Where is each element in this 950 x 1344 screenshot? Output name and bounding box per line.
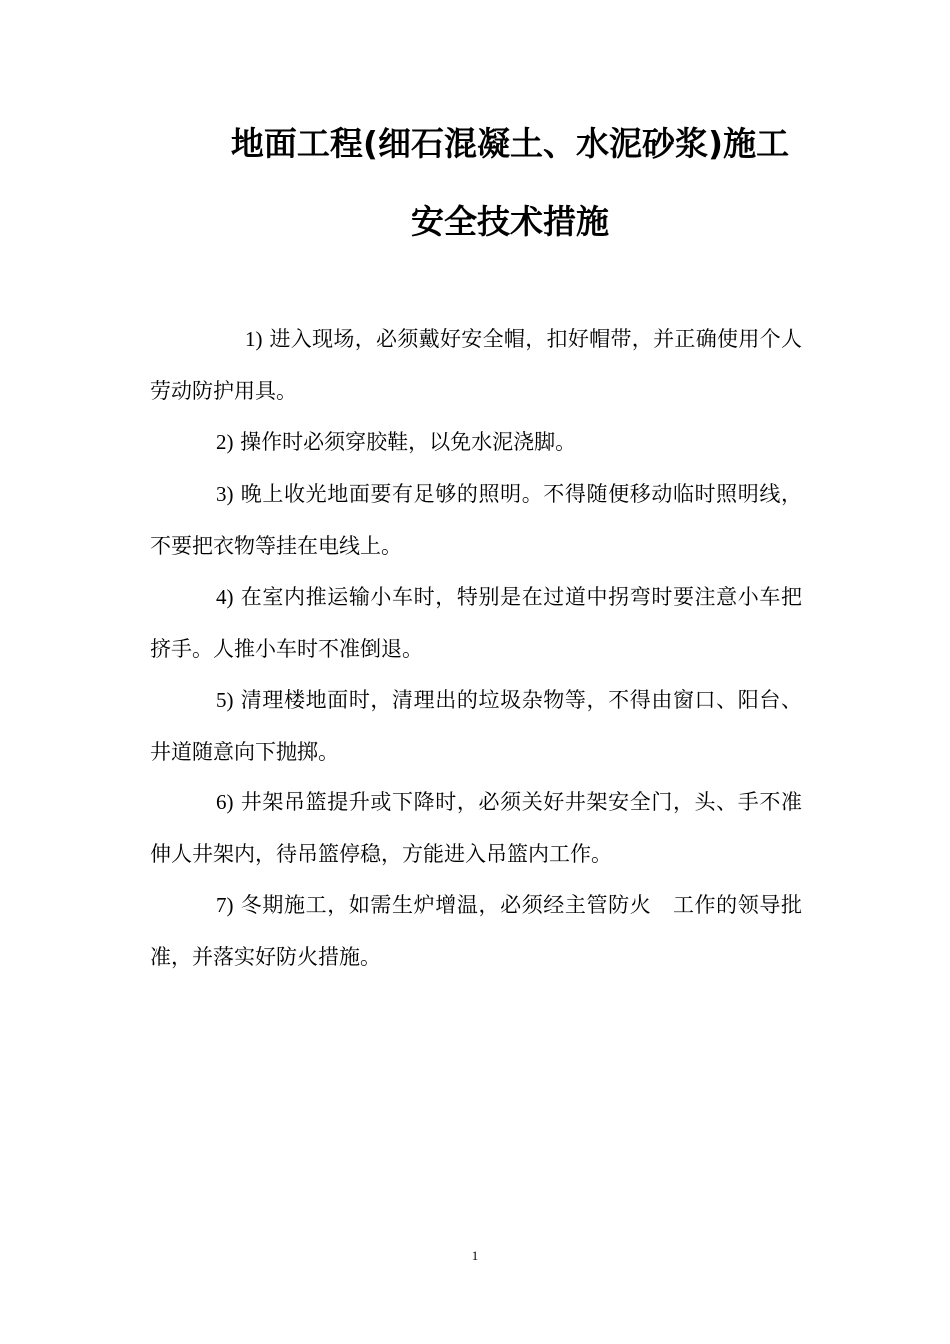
- paragraph-number: 2): [216, 430, 234, 454]
- paragraph-number: 7): [216, 893, 234, 917]
- paragraph-7: [150, 879, 802, 983]
- paragraph-text: 晚上收光地面要有足够的照明。不得随便移动临时照明线，不要把衣物等挂在电线上。: [150, 482, 802, 558]
- paragraph-1: [150, 313, 802, 417]
- document-title-line-2: 安全技术措施: [411, 202, 609, 241]
- paragraph-text: 冬期施工，如需生炉增温，必须经主管防火 工作的领导批准，并落实好防火措施。: [150, 893, 802, 969]
- paragraph-number: 5): [216, 688, 234, 712]
- paragraph-text: 操作时必须穿胶鞋，以免水泥浇脚。: [233, 430, 577, 454]
- paragraph-5: [150, 674, 802, 778]
- document-title-line-1: 地面工程(细石混凝土、水泥砂浆)施工: [230, 124, 790, 163]
- page-number: 1: [471, 1248, 479, 1263]
- paragraph-number: 3): [216, 482, 234, 506]
- paragraph-text: 井架吊篮提升或下降时，必须关好井架安全门，头、手不准伸人井架内，待吊篮停稳，方能进入吊篮内工作。: [150, 790, 802, 866]
- paragraph-4: [150, 571, 802, 675]
- paragraph-text: 进入现场，必须戴好安全帽，扣好帽带，并正确使用个人劳动防护用具。: [150, 327, 802, 403]
- paragraph-6: [150, 776, 802, 880]
- paragraph-number: 4): [216, 585, 234, 609]
- paragraph-number: 1): [245, 327, 263, 351]
- paragraph-3: [150, 468, 802, 572]
- paragraph-2: [150, 416, 802, 468]
- paragraph-number: 6): [216, 790, 234, 814]
- paragraph-text: 清理楼地面时，清理出的垃圾杂物等，不得由窗口、阳台、井道随意向下抛掷。: [150, 688, 802, 764]
- paragraph-text: 在室内推运输小车时，特别是在过道中拐弯时要注意小车把挤手。人推小车时不准倒退。: [150, 585, 802, 661]
